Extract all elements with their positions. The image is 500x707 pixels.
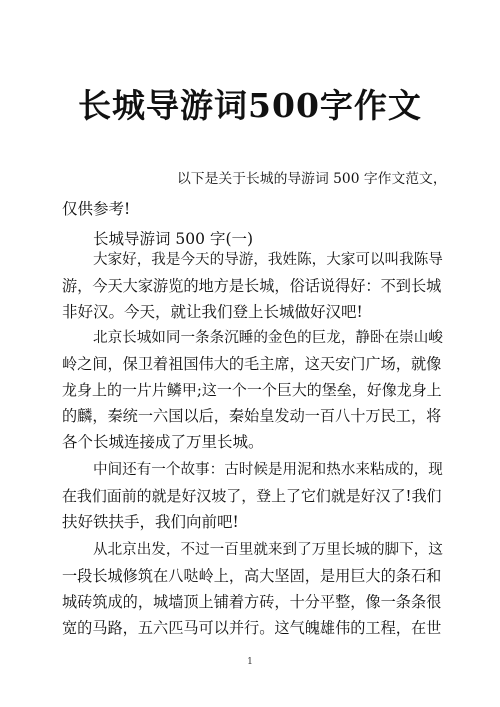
paragraph-line: 岭之间，保卫着祖国伟大的毛主席，这天安门广场，就像 bbox=[62, 355, 442, 373]
paragraph-line: 大家好，我是今天的导游，我姓陈，大家可以叫我陈导 bbox=[93, 251, 443, 268]
paragraph-line: 在我们面前的就是好汉坡了，登上了它们就是好汉了!我们 bbox=[62, 487, 442, 505]
paragraph-line: 的麟，秦统一六国以后，秦始皇发动一百八十万民工，将 bbox=[62, 407, 442, 425]
paragraph-line: 中间还有一个故事：古时候是用泥和热水来粘成的，现 bbox=[93, 461, 443, 478]
page-number: 1 bbox=[247, 657, 253, 667]
paragraph-line: 从北京出发，不过一百里就来到了万里长城的脚下，这 bbox=[93, 541, 443, 558]
paragraph-line: 非好汉。今天，就让我们登上长城做好汉吧! bbox=[62, 303, 363, 321]
section-heading: 长城导游词 500 字(一) bbox=[93, 230, 254, 248]
paragraph-line: 宽的马路，五六匹马可以并行。这气魄雄伟的工程，在世 bbox=[62, 619, 442, 637]
paragraph-line: 扶好铁扶手，我们向前吧! bbox=[62, 513, 239, 531]
paragraph-line: 北京长城如同一条条沉睡的金色的巨龙，静卧在崇山峻 bbox=[93, 329, 443, 346]
paragraph-line: 城砖筑成的，城墙顶上铺着方砖，十分平整，像一条条很 bbox=[62, 593, 442, 611]
paragraph-line: 各个长城连接成了万里长城。 bbox=[62, 433, 264, 451]
paragraph-line: 以下是关于长城的导游词 500 字作文范文， bbox=[177, 171, 447, 187]
paragraph-line: 一段长城修筑在八哒岭上，高大坚固，是用巨大的条石和 bbox=[62, 567, 442, 585]
paragraph-line: 龙身上的一片片鳞甲;这一个一个巨大的堡垒，好像龙身上 bbox=[62, 381, 442, 399]
paragraph-line: 游，今天大家游览的地方是长城，俗话说得好：不到长城 bbox=[62, 277, 442, 295]
paragraph-line: 仅供参考! bbox=[62, 200, 131, 218]
document-title: 长城导游词500字作文 bbox=[78, 86, 422, 125]
